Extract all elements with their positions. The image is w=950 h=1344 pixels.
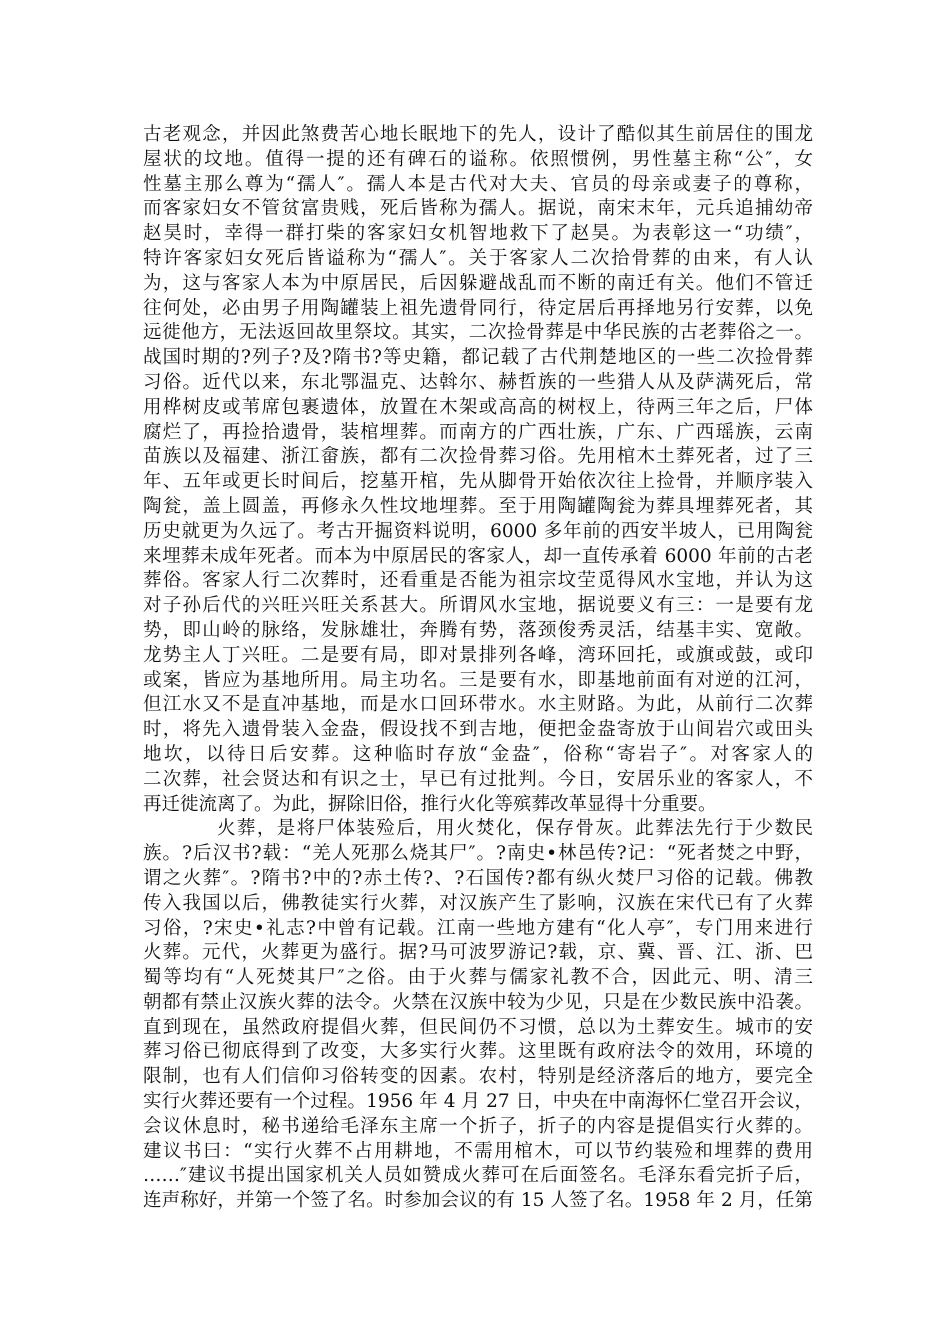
text-line: 而客家妇女不管贫富贵贱，死后皆称为孺人。据说，南宋末年，元兵追捕幼帝 (143, 198, 813, 220)
text-line: 葬习俗已彻底得到了改变，大多实行火葬。这里既有政府法令的效用，环境的 (143, 1041, 813, 1063)
text-line: 葬俗。客家人行二次葬时，还看重是否能为祖宗坟茔觅得风水宝地，并认为这 (143, 570, 813, 592)
text-line: 族。?后汉书?载：“羌人死那么烧其尸″。?南史•林邑传?记：“死者焚之中野， (143, 843, 813, 865)
text-line: 历史就更为久远了。考古开掘资料说明，6000 多年前的西安半坡人，已用陶瓮 (143, 520, 813, 542)
text-line: 往何处，必由男子用陶罐装上祖先遗骨同行，待定居后再择地另行安葬，以免 (143, 297, 813, 319)
text-line: 古老观念，并因此煞费苦心地长眠地下的先人，设计了酷似其生前居住的围龙 (143, 124, 813, 145)
text-line: 远徙他方，无法返回故里祭坟。其实，二次捡骨葬是中华民族的古老葬俗之一。 (143, 322, 813, 344)
text-line: 连声称好，并第一个签了名。时参加会议的有 15 人签了名。1958 年 2 月，任第 (143, 1190, 813, 1212)
text-line: 习俗，?宋史•礼志?中曾有记载。江南一些地方建有“化人亭″，专门用来进行 (143, 917, 813, 939)
text-line: 苗族以及福建、浙江畲族，都有二次捡骨葬习俗。先用棺木土葬死者，过了三 (143, 446, 813, 468)
text-line: 对子孙后代的兴旺兴旺关系甚大。所谓风水宝地，据说要义有三：一是要有龙 (143, 595, 813, 617)
text-line: 火葬，是将尸体装殓后，用火焚化，保存骨灰。此葬法先行于少数民 (217, 818, 813, 840)
text-line: ……″建议书提出国家机关人员如赞成火葬可在后面签名。毛泽东看完折子后， (143, 1165, 813, 1187)
text-line: 建议书曰：“实行火葬不占用耕地，不需用棺木，可以节约装殓和埋葬的费用 (143, 1140, 813, 1162)
text-line: 屋状的坟地。值得一提的还有碑石的谥称。依照惯例，男性墓主称“公″，女 (143, 148, 813, 170)
text-line: 特许客家妇女死后皆谥称为“孺人″。关于客家人二次拾骨葬的由来，有人认 (143, 247, 813, 269)
text-line: 龙势主人丁兴旺。二是要有局，即对景排列各峰，湾环回托，或旗或鼓，或印 (143, 644, 813, 666)
text-line: 实行火葬还要有一个过程。1956 年 4 月 27 日，中央在中南海怀仁堂召开会议， (143, 1091, 813, 1113)
text-line: 限制，也有人们信仰习俗转变的因素。农村，特别是经济落后的地方，要完全 (143, 1066, 813, 1088)
paragraph-cremation (143, 817, 813, 1214)
paragraph-hakka-burial (143, 123, 813, 817)
text-line: 来埋葬未成年死者。而本为中原居民的客家人，却一直传承着 6000 年前的古老 (143, 545, 813, 567)
text-line: 用桦树皮或苇席包裹遗体，放置在木架或高高的树杈上，待两三年之后，尸体 (143, 396, 813, 418)
document-body (143, 123, 813, 1214)
text-line: 势，即山岭的脉络，发脉雄壮，奔腾有势，落颈俊秀灵活，结基丰实、宽敞。 (143, 619, 813, 641)
text-line: 但江水又不是直冲基地，而是水口回环带水。水主财路。为此，从前行二次葬 (143, 694, 813, 716)
text-line: 火葬。元代，火葬更为盛行。据?马可波罗游记?载，京、冀、晋、江、浙、巴 (143, 942, 813, 964)
text-line: 朝都有禁止汉族火葬的法令。火禁在汉族中较为少见，只是在少数民族中沿袭。 (143, 991, 813, 1013)
text-line: 谓之火葬″。?隋书?中的?赤土传?、?石国传?都有纵火焚尸习俗的记载。佛教 (143, 867, 813, 889)
text-line: 或案，皆应为基地所用。局主功名。三是要有水，即基地前面有对逆的江河， (143, 669, 813, 691)
text-line: 二次葬，社会贤达和有识之士，早已有过批判。今日，安居乐业的客家人，不 (143, 768, 813, 790)
text-line: 陶瓮，盖上圆盖，再修永久性坟地埋葬。至于用陶罐陶瓮为葬具埋葬死者，其 (143, 495, 813, 517)
text-line: 赵昊时，幸得一群打柴的客家妇女机智地救下了赵昊。为表彰这一“功绩″， (143, 223, 813, 245)
text-line: 年、五年或更长时间后，挖墓开棺，先从脚骨开始依次往上捡骨，并顺序装入 (143, 471, 813, 493)
text-line: 再迁徙流离了。为此，摒除旧俗，推行火化等殡葬改革显得十分重要。 (143, 793, 717, 815)
text-line: 习俗。近代以来，东北鄂温克、达斡尔、赫哲族的一些猎人从及萨满死后，常 (143, 371, 813, 393)
text-line: 蜀等均有“人死焚其尸″之俗。由于火葬与儒家礼教不合，因此元、明、清三 (143, 967, 813, 989)
text-line: 传入我国以后，佛教徒实行火葬，对汉族产生了影响，汉族在宋代已有了火葬 (143, 892, 813, 914)
text-line: 为，这与客家人本为中原居民，后因躲避战乱而不断的南迁有关。他们不管迁 (143, 272, 813, 294)
text-line: 时，将先入遗骨装入金盎，假设找不到吉地，便把金盎寄放于山间岩穴或田头 (143, 719, 813, 741)
text-line: 直到现在，虽然政府提倡火葬，但民间仍不习惯，总以为土葬安生。城市的安 (143, 1016, 813, 1038)
text-line: 会议休息时，秘书递给毛泽东主席一个折子，折子的内容是提倡实行火葬的。 (143, 1115, 813, 1137)
text-line: 性墓主那么尊为“孺人″。孺人本是古代对大夫、官员的母亲或妻子的尊称， (143, 173, 813, 195)
text-line: 腐烂了，再捡拾遗骨，装棺埋葬。而南方的广西壮族，广东、广西瑶族，云南 (143, 421, 813, 443)
text-line: 地坎，以待日后安葬。这种临时存放“金盎″，俗称“寄岩子″。对客家人的 (143, 743, 813, 765)
text-line: 战国时期的?列子?及?隋书?等史籍，都记载了古代荆楚地区的一些二次捡骨葬 (143, 347, 813, 369)
